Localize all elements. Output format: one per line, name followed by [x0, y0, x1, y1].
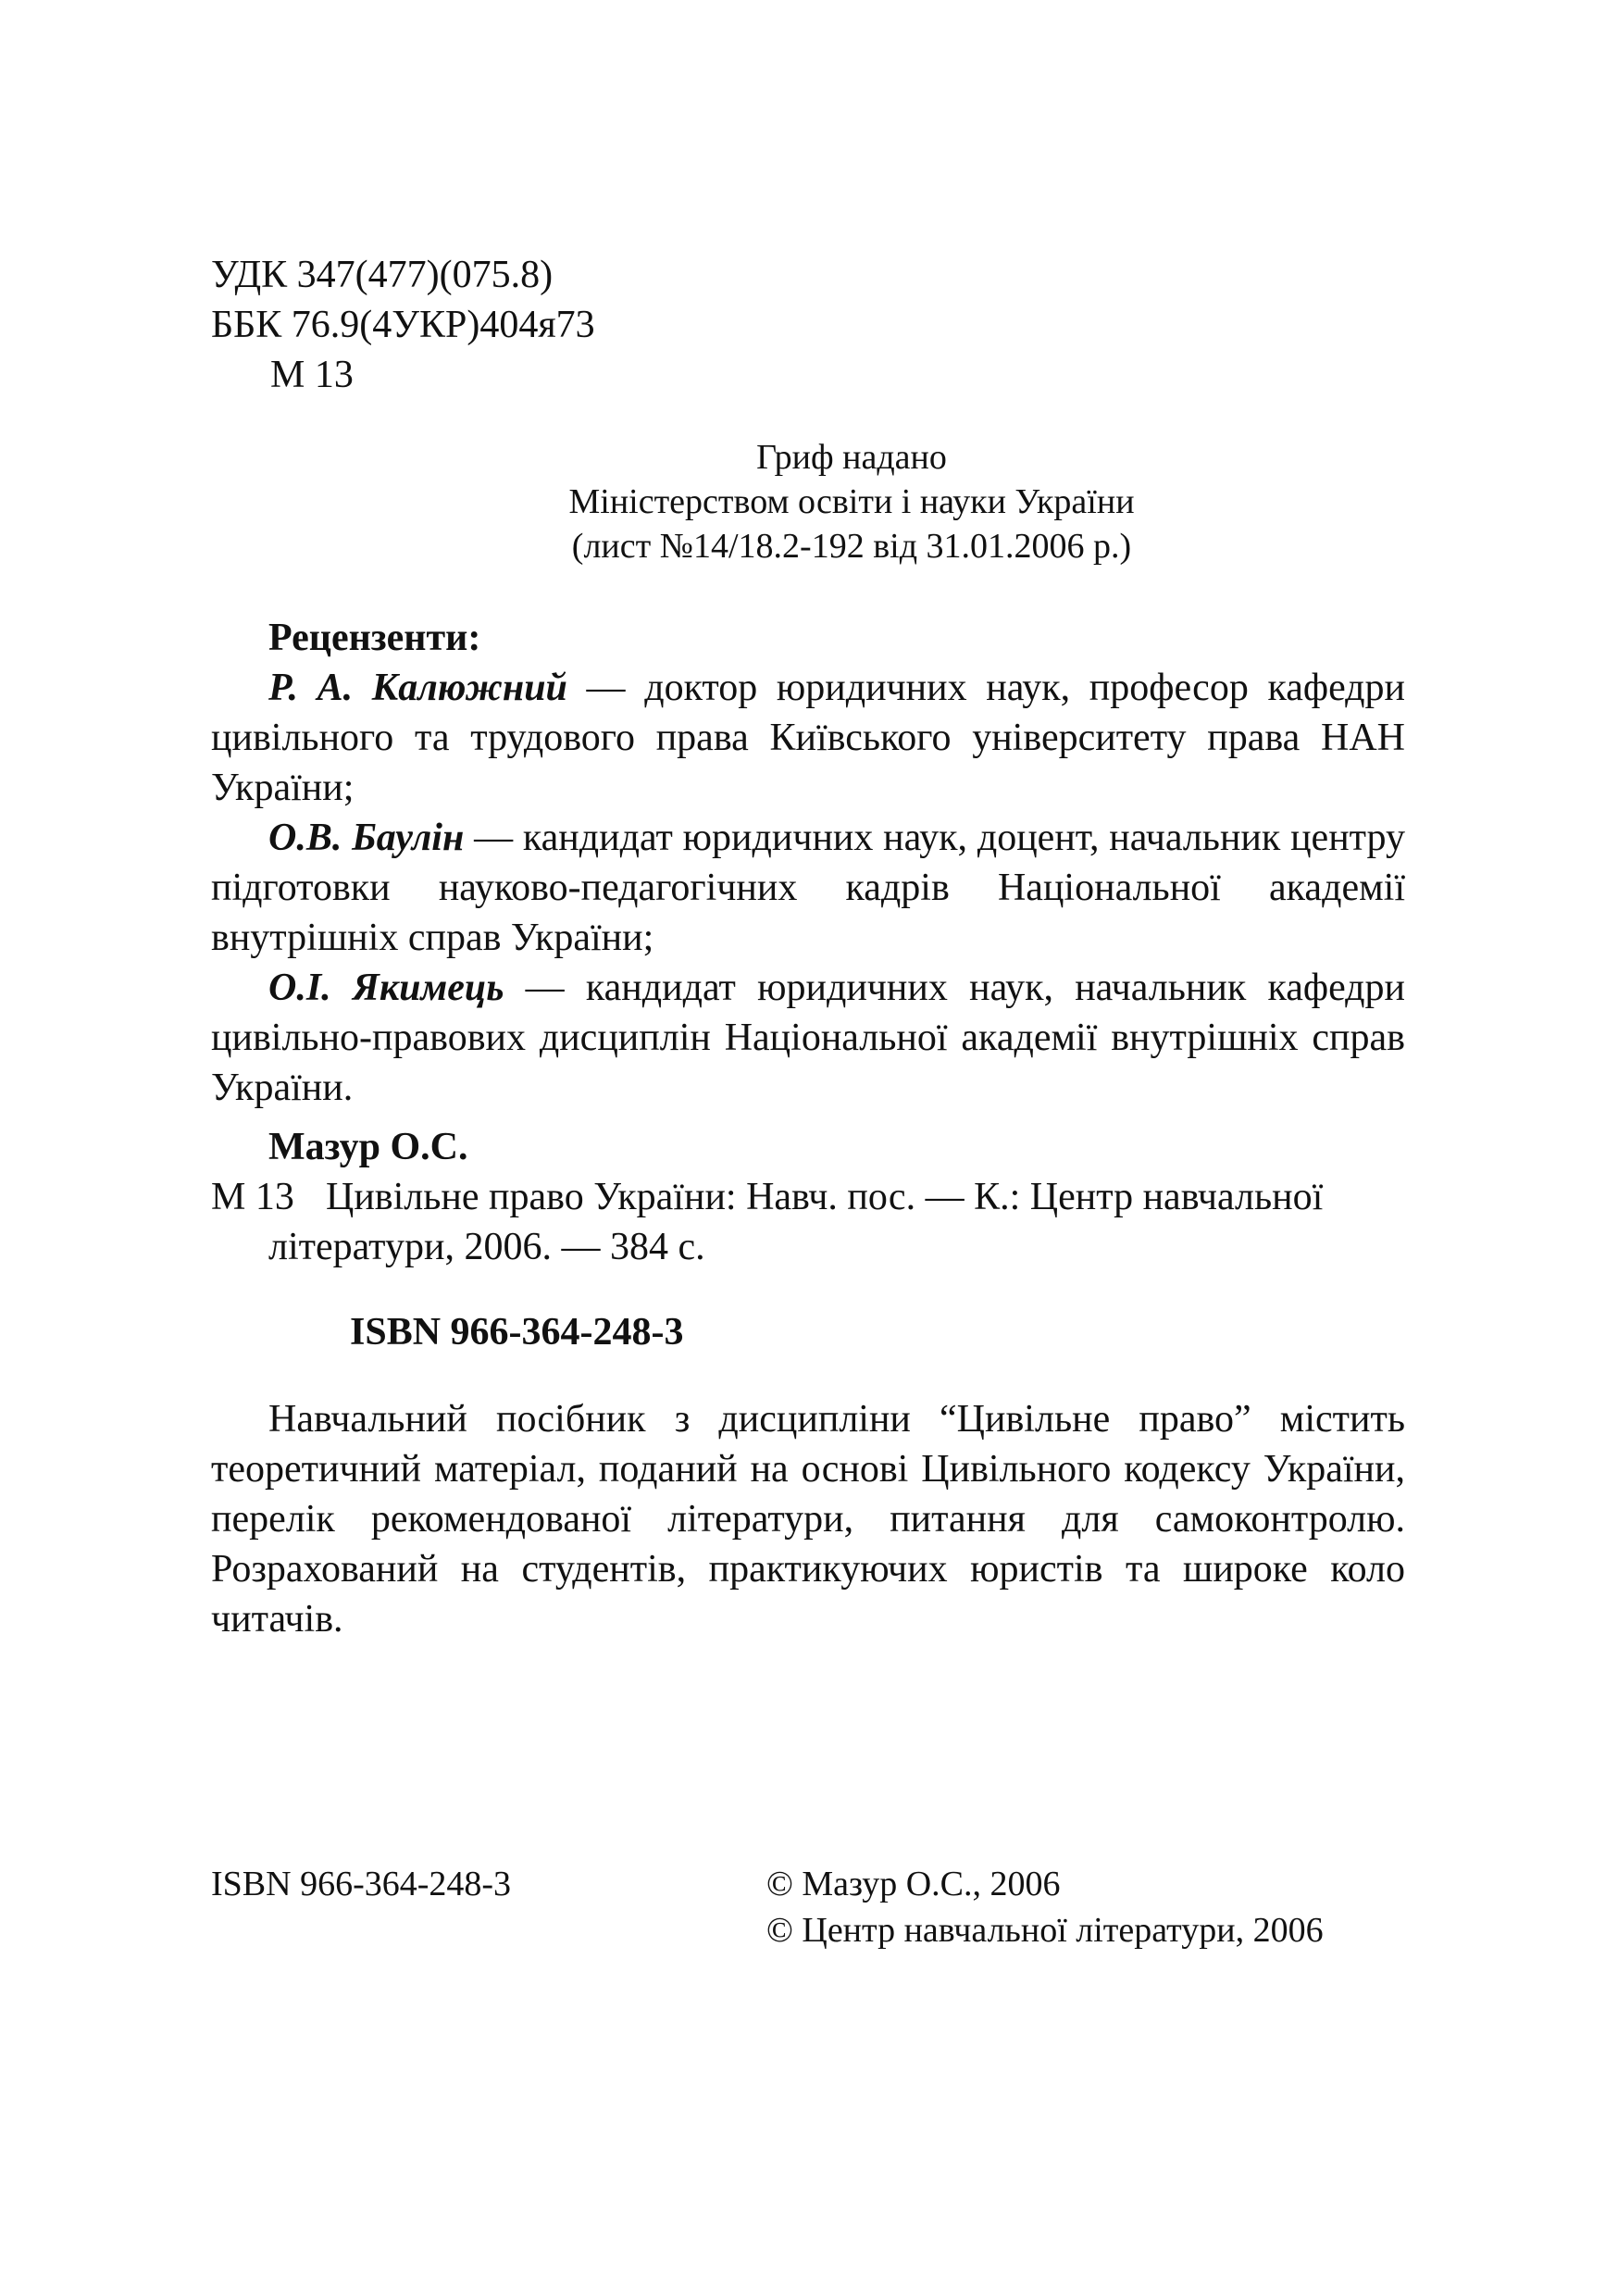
- biblio-title-line-2: літератури, 2006. — 384 с.: [268, 1226, 705, 1268]
- footer-copyright-author: © Мазур О.С., 2006: [766, 1865, 1061, 1903]
- footer-isbn: ISBN 966-364-248-3: [211, 1865, 512, 1903]
- biblio-isbn: ISBN 966-364-248-3: [350, 1311, 684, 1354]
- grif-line-3: (лист №14/18.2-192 від 31.01.2006 р.): [571, 527, 1132, 566]
- grif-line-2: Міністерством освіти і науки України: [568, 482, 1135, 521]
- grif-line-1: Гриф надано: [756, 438, 947, 477]
- biblio-author: Мазур О.С.: [268, 1126, 468, 1168]
- reviewer-2-name: О.В. Баулін: [268, 817, 465, 859]
- author-mark-code: М 13: [270, 354, 354, 396]
- reviewer-1-text: — доктор юридичних наук, професор кафедри цивільного та трудового права Київського університету права НАН України;: [211, 667, 1406, 809]
- reviewer-3: [211, 963, 1405, 1113]
- reviewer-1-name: Р. А. Калюжний: [268, 667, 567, 709]
- annotation-paragraph: Навчальний посібник з дисципліни “Цивільне право” містить теоретичний матеріал, поданий на основі Цивільного кодексу України, перелік рекомендованої літератури, питання для самоконтролю. Розрахований на студентів, практикуючих юристів та широке коло читачів.: [211, 1398, 1405, 1641]
- biblio-title-line-1: Цивільне право України: Навч. пос. — К.: Центр навчальної: [326, 1176, 1324, 1218]
- udk-code: УДК 347(477)(075.8): [211, 254, 554, 296]
- bbk-code: ББК 76.9(4УКР)404я73: [211, 304, 595, 346]
- reviewer-2: [211, 813, 1405, 963]
- footer-copyright-publisher: © Центр навчальної літератури, 2006: [766, 1911, 1324, 1950]
- reviewer-3-name: О.І. Якимець: [268, 967, 504, 1009]
- reviewer-2-text: — кандидат юридичних наук, доцент, начальник центру підготовки науково-педагогічних кадрів Національної академії внутрішніх справ України;: [211, 817, 1405, 959]
- reviewer-3-text: — кандидат юридичних наук, начальник кафедри цивільно-правових дисциплін Національної академії внутрішніх справ України.: [211, 967, 1406, 1109]
- biblio-code: М 13: [211, 1176, 294, 1218]
- reviewers-list: [211, 663, 1405, 1113]
- reviewer-1: [211, 663, 1405, 813]
- reviewers-heading: Рецензенти:: [268, 617, 481, 659]
